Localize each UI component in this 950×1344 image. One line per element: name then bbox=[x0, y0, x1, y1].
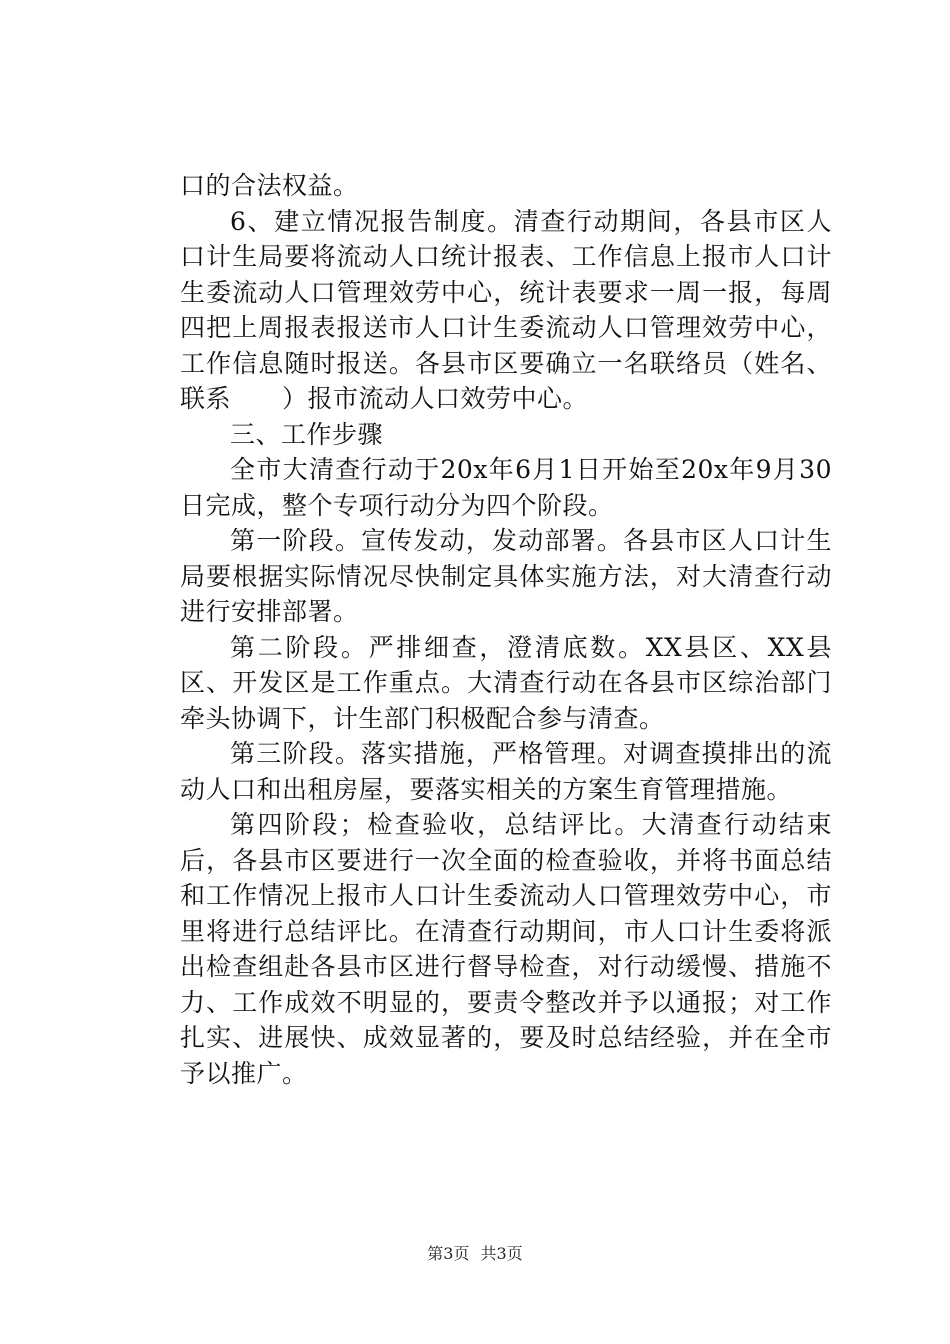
section-heading-work-steps: 三、工作步骤 bbox=[230, 419, 384, 449]
paragraph-continuation: 口的合法权益。 bbox=[180, 171, 359, 200]
paragraph-stage-two: 第二阶段。严排细查，澄清底数。XX县区、XX县区、开发区是工作重点。大清查行动在各县市区综治部门牵头协调下，计生部门积极配合参与清查。 bbox=[180, 632, 832, 733]
document-body bbox=[180, 168, 832, 1091]
page-footer bbox=[0, 1244, 950, 1264]
paragraph-report-system: 6、建立情况报告制度。清查行动期间，各县市区人口计生局要将流动人口统计报表、工作信息上报市人口计生委流动人口管理效劳中心，统计表要求一周一报，每周四把上周报表报送市人口计生委流动人口管理效劳中心，工作信息随时报送。各县市区要确立一名联络员（姓名、联系 ）报市流动人口效劳中心。 bbox=[180, 206, 832, 413]
paragraph-stage-four: 第四阶段；检查验收，总结评比。大清查行动结束后，各县市区要进行一次全面的检查验收，并将书面总结和工作情况上报市人口计生委流动人口管理效劳中心，市里将进行总结评比。在清查行动期间，市人口计生委将派出检查组赴各县市区进行督导检查，对行动缓慢、措施不力、工作成效不明显的，要责令整改并予以通报；对工作扎实、进展快、成效显著的，要及时总结经验，并在全市予以推广。 bbox=[180, 810, 832, 1088]
paragraph-stage-three: 第三阶段。落实措施，严格管理。对调查摸排出的流动人口和出租房屋，要落实相关的方案生育管理措施。 bbox=[180, 739, 832, 804]
paragraph-stage-one: 第一阶段。宣传发动，发动部署。各县市区人口计生局要根据实际情况尽快制定具体实施方法，对大清查行动进行安排部署。 bbox=[180, 526, 832, 626]
paragraph-schedule: 全市大清查行动于20x年6月1日开始至20x年9月30日完成，整个专项行动分为四个阶段。 bbox=[180, 455, 832, 520]
page-total: 共3页 bbox=[480, 1244, 523, 1263]
page-number: 第3页 bbox=[427, 1244, 470, 1263]
